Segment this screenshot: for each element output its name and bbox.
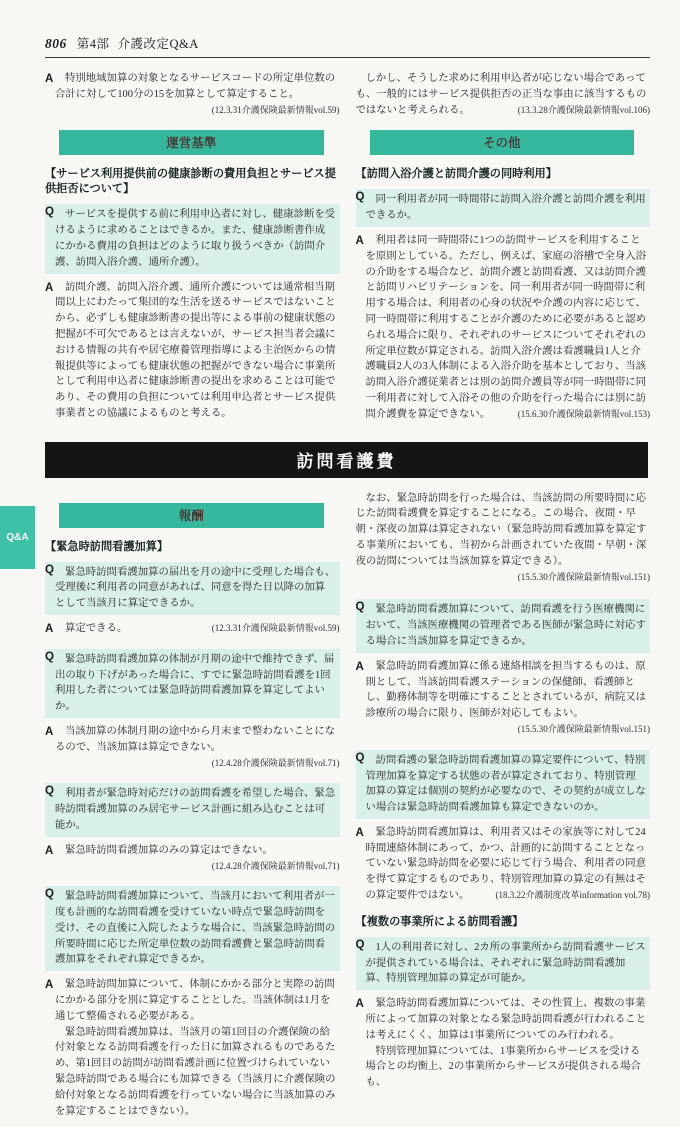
answer-text: 緊急時訪問看護加算に係る連絡相談を担当するものは、原則として、当該訪問看護ステーションの保健師、看護師とし、勤務体制等を明確にすることとされているが、病院又は診療所の場合に限り、医師が対応してもよい。	[365, 660, 647, 720]
answer-text-2: 緊急時訪問看護加算は、当該月の第1回目の介護保険の給付対象となる訪問看護を行った日に加算されるものであるため、第1回目の訪問が訪問看護計画に位置づけられていない緊急時訪問である場合にも加算できる（当該月に介護保険の給付対象となる訪問看護を行っていない場合に当該加算のみを算定することはできない）。	[55, 1026, 336, 1117]
doc-title: 介護改定Q&A	[117, 37, 199, 51]
topic-header: 【訪問入浴介護と訪問介護の同時利用】	[355, 168, 557, 181]
answer-block	[45, 280, 340, 422]
answer-text: 緊急時訪問看護加算は、利用者又はその家族等に対して24時間連絡体制にあって、かつ、計画的に訪問することとなっていない緊急時訪問を必要に応じて行う場合、利用者の同意を得て算定するものであり、特別管理加算の算定の有無はその算定要件ではない。	[365, 826, 647, 902]
paragraph-text: しかし、そうした求めに利用申込者が応じない場合であっても、一般的にはサービス提供拒否の正当な事由に該当するものではないと考えられる。	[355, 73, 647, 116]
answer-text: 緊急時訪問加算について、体制にかかる部分と実際の訪問にかかる部分を別に算定することとした。当該体制は1月を通じて整備される必要がある。	[55, 979, 335, 1022]
citation: (18.3.22介護制度改革information vol.78)	[495, 890, 650, 901]
question-block	[45, 783, 340, 836]
answer-text: 緊急時訪問看護加算については、その性質上、複数の事業所によって加算の対象となる緊急時訪問看護が行われることは考えにくく、加算は1事業所についてのみ行われる。	[365, 998, 647, 1041]
citation: (12.3.31介護保険最新情報vol.59)	[211, 104, 340, 115]
q-marker: Q	[45, 563, 54, 576]
citation: (12.3.31介護保険最新情報vol.59)	[211, 622, 340, 633]
answer-block	[45, 71, 340, 118]
answer-text: 当該加算の体制月期の途中から月末まで整わないことになるので、当該加算は算定できない。	[55, 725, 336, 753]
q-marker: Q	[355, 751, 365, 764]
answer-text: 利用者は同一時間帯に1つの訪問サービスを利用することを原則としている。ただし、例えば、家庭の浴槽で全身入浴の介助をする場合など、訪問介護と訪問看護、又は訪問介護と訪問リハビリテーションを、同一利用者が同一時間帯に利用する場合は、利用者の心身の状況や介護の内容に応じて、同一時間帯に利用することが介護のために必要があると認められる場合に限り、それぞれのサービスについてそれぞれの所定単位数が算定される。訪問入浴介護は看護職員1人と介護職員2人の3人体制による入浴介助を基本としており、当該訪問入浴介護従業者とは別の訪問介護員等が同一時間帯に同一利用者に対して入浴その他の介助を行った場合には別に訪問介護費を算定できない。	[365, 234, 647, 420]
a-marker: A	[45, 725, 54, 738]
citation: (15.5.30介護保険最新情報vol.151)	[517, 571, 650, 582]
content-top	[45, 71, 650, 431]
question-block	[45, 886, 340, 971]
topic-header: 【複数の事業所による訪問看護】	[355, 915, 524, 928]
a-marker: A	[45, 73, 54, 85]
q-marker: Q	[45, 206, 54, 219]
a-marker: A	[45, 979, 54, 992]
question-block	[356, 937, 651, 990]
question-text: サービスを提供する前に利用申込者に対し、健康診断を受けるように求めることはできるか。また、健康診断書作成にかかる費用の負担はどのように取り扱うべきか（訪問介護、訪問入浴介護、通所介護）。	[55, 209, 336, 268]
answer-block	[45, 621, 340, 637]
citation: (15.5.30介護保険最新情報vol.151)	[517, 723, 650, 734]
part-label: 第4部	[76, 37, 110, 51]
question-text: 緊急時訪問看護加算の届出を月の途中に受理した場合も、受理後に利用者の同意があれば、同意を得た日以降の加算として当該月に算定できるか。	[55, 566, 336, 610]
q-marker: Q	[355, 601, 365, 614]
topic-header: 【サービス利用提供前の健康診断の費用負担とサービス提供拒否について】	[45, 168, 336, 196]
question-text: 同一利用者が同一時間帯に訪問入浴介護と訪問介護を利用できるか。	[365, 194, 646, 222]
paragraph-text: なお、緊急時訪問を行った場合は、当該訪問の所要時間に応じた訪問看護費を算定することになる。この場合、夜間・早朝・深夜の加算は算定されない（緊急時訪問看護加算を算定する事業所においても、当初から計画されていた夜間・早朝・深夜の訪問については当該加算を算定できる）。	[355, 492, 647, 567]
left-column-top	[45, 71, 340, 431]
question-block	[45, 562, 340, 615]
a-marker: A	[45, 622, 54, 635]
a-marker: A	[355, 826, 364, 839]
qa-side-tab: Q&A	[0, 506, 35, 569]
a-marker: A	[45, 844, 54, 857]
chapter-banner: 訪問看護費	[45, 442, 648, 478]
a-marker: A	[355, 234, 364, 247]
answer-block	[356, 825, 651, 904]
q-marker: Q	[45, 785, 54, 798]
page-number: 806	[45, 36, 67, 51]
continuation-paragraph	[356, 491, 651, 586]
content-bottom	[45, 491, 650, 1127]
question-text: 緊急時訪問看護加算の体制が月期の途中で維持できず、届出の取り下げがあった場合に、すでに緊急時訪問看護を1回利用した者については緊急時訪問看護加算を算定してよいか。	[55, 653, 335, 713]
running-header	[45, 34, 650, 58]
answer-text: 訪問介護、訪問入浴介護、通所介護については通常相当期間以上にわたって集団的な生活を送るサービスではないことから、必ずしも健康診断書の提出等による事前の健康状態の把握が不可欠であるとは言えないが、サービス担当者会議における情報の共有や居宅療養管理指導による主治医からの情報提供等によっても健康状態の把握ができない場合に事業所として利用申込者に健康診断書の提出を求めることは可能であり、その費用の負担については利用申込者とサービス提供事業者との協議によるものと考える。	[55, 281, 336, 419]
a-marker: A	[355, 998, 364, 1011]
citation: (15.6.30介護保険最新情報vol.153)	[517, 408, 650, 419]
right-column-bottom	[356, 491, 651, 1127]
answer-block	[45, 977, 340, 1119]
question-block	[356, 599, 651, 652]
topic-header: 【緊急時訪問看護加算】	[45, 540, 169, 553]
section-header-uneikijun: 運営基準	[59, 130, 324, 155]
q-marker: Q	[45, 888, 54, 901]
answer-block	[356, 659, 651, 738]
left-column-bottom	[45, 491, 340, 1127]
question-text: 緊急時訪問看護加算について、訪問看護を行う医療機関において、当該医療機関の管理者である医師が緊急時に対応する場合に当該加算を算定できるか。	[365, 604, 646, 647]
q-marker: Q	[45, 650, 54, 663]
q-marker: Q	[355, 191, 365, 204]
question-block	[356, 750, 651, 819]
continuation-paragraph	[356, 71, 651, 118]
question-text: 緊急時訪問看護加算について、当該月において利用者が一度も計画的な訪問看護を受けていない時点で緊急時訪問を受け、その直後に入院したような場合に、当該緊急時訪問の所要時間に応じた所定単位数の訪問看護費と緊急時訪問看護加算をそれぞれ算定できるか。	[55, 891, 336, 966]
section-header-sonota: その他	[370, 130, 635, 155]
q-marker: Q	[355, 938, 365, 951]
right-column-top	[356, 71, 651, 431]
question-block	[356, 189, 651, 227]
citation: (12.4.28介護保険最新情報vol.71)	[211, 757, 340, 768]
a-marker: A	[355, 660, 364, 673]
citation: (12.4.28介護保険最新情報vol.71)	[211, 860, 340, 871]
answer-text: 算定できる。	[65, 622, 128, 634]
answer-text: 緊急時訪問看護加算のみの算定はできない。	[65, 844, 273, 856]
question-block	[45, 204, 340, 273]
answer-block	[356, 996, 651, 1091]
question-text: 1人の利用者に対し、2カ所の事業所から訪問看護サービスが提供されている場合は、それぞれに緊急時訪問看護加算、特別管理加算の算定が可能か。	[365, 941, 646, 985]
a-marker: A	[45, 281, 54, 294]
answer-block	[356, 233, 651, 423]
citation: (13.3.28介護保険最新情報vol.106)	[517, 104, 650, 115]
answer-block	[45, 724, 340, 771]
answer-text-2: 特別管理加算については、1事業所からサービスを受ける場合との均衡上、2の事業所からサービスが提供される場合も、	[365, 1045, 641, 1089]
question-block	[45, 649, 340, 718]
question-text: 利用者が緊急時対応だけの訪問看護を希望した場合、緊急時訪問看護加算のみ居宅サービス計画に組み込むことは可能か。	[55, 788, 336, 831]
section-header-hoshu: 報酬	[59, 503, 324, 528]
question-text: 訪問看護の緊急時訪問看護加算の算定要件について、特別管理加算を算定する状態の者が算定されており、特別管理加算の算定は個別の契約が必要なので、その契約が成立しない場合は緊急時訪問看護加算も算定できないのか。	[365, 754, 646, 814]
answer-text: 特別地域加算の対象となるサービスコードの所定単位数の合計に対して100分の15を加算として算定すること。	[55, 73, 336, 100]
answer-block	[45, 843, 340, 875]
